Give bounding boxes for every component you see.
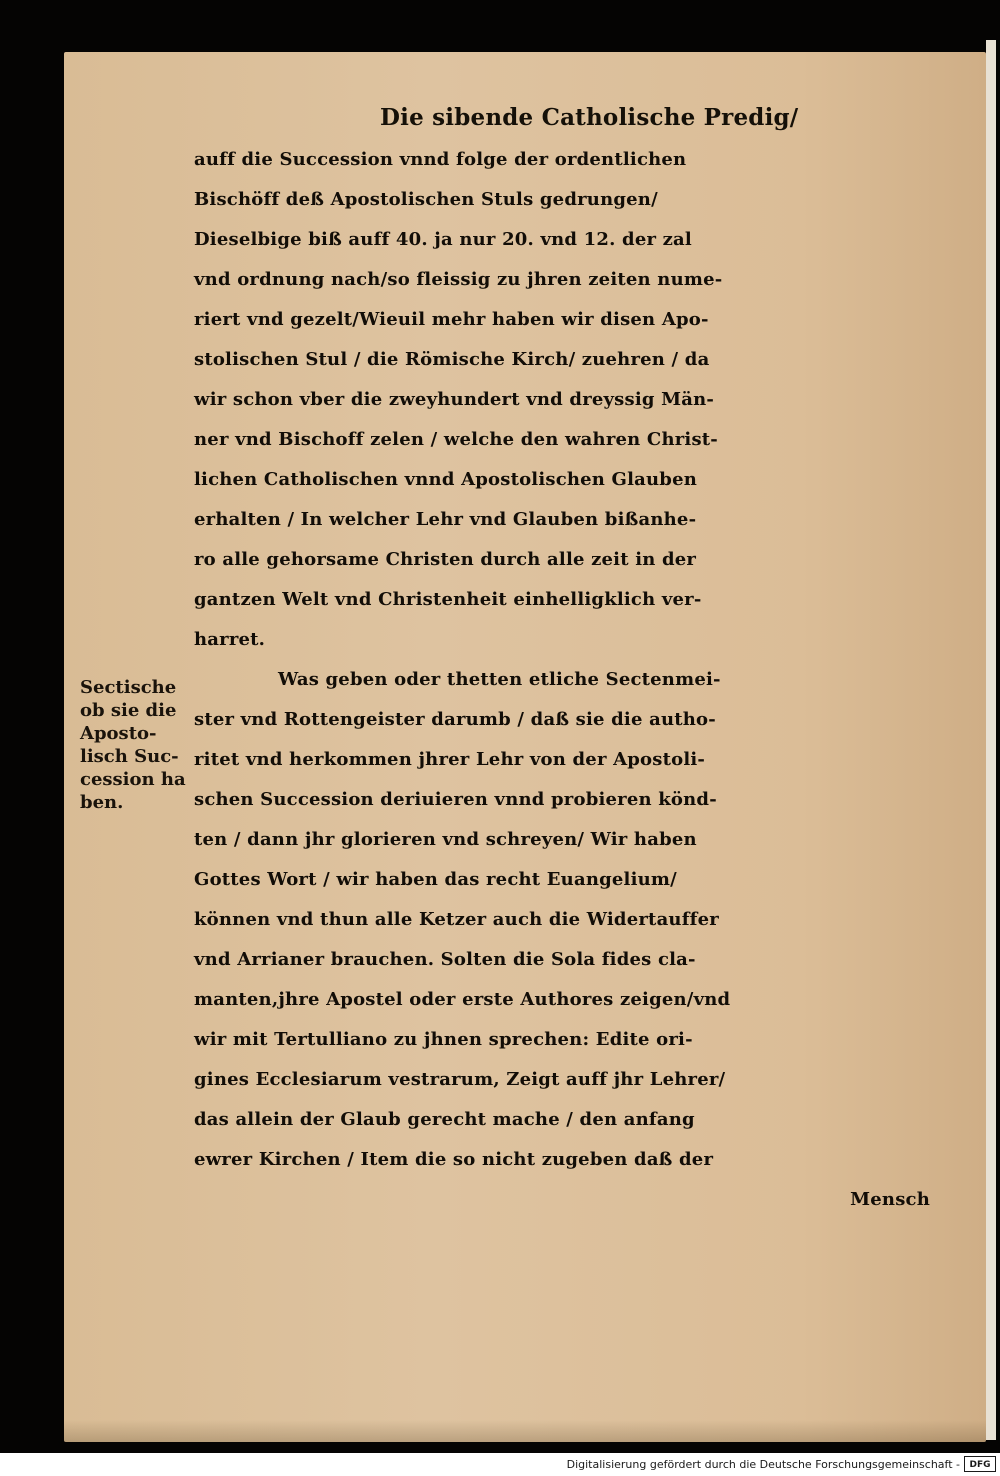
catchword: Mensch	[850, 1189, 930, 1210]
text-line: lichen Catholischen vnnd Apostolischen Glauben	[194, 469, 698, 490]
margin-note-line: cession ha	[80, 769, 186, 790]
text-line: wir mit Tertulliano zu jhnen sprechen: Edite ori-	[194, 1029, 693, 1050]
text-line: ewrer Kirchen / Item die so nicht zugeben daß der	[194, 1149, 714, 1170]
text-line: wir schon vber die zweyhundert vnd dreyssig Män-	[194, 389, 715, 410]
text-line: das allein der Glaub gerecht mache / den anfang	[194, 1109, 695, 1130]
text-line: vnd Arrianer brauchen. Solten die Sola fides cla-	[194, 949, 696, 970]
text-line: riert vnd gezelt/Wieuil mehr haben wir disen Apo-	[194, 309, 709, 330]
text-line: Gottes Wort / wir haben das recht Euangelium/	[194, 869, 677, 890]
funding-credit: Digitalisierung gefördert durch die Deutsche Forschungsgemeinschaft -	[566, 1458, 960, 1471]
margin-note-line: Aposto-	[80, 723, 157, 744]
margin-note-line: lisch Suc-	[80, 746, 179, 767]
text-line: schen Succession deriuieren vnnd probieren könd-	[194, 789, 717, 810]
page-bottom-shadow	[64, 1420, 986, 1442]
dfg-logo: DFG	[964, 1456, 996, 1472]
text-line: vnd ordnung nach/so fleissig zu jhren zeiten nume-	[194, 269, 723, 290]
text-line: ster vnd Rottengeister darumb / daß sie die autho-	[194, 709, 716, 730]
text-line: Dieselbige biß auff 40. ja nur 20. vnd 12. der zal	[194, 229, 692, 250]
scan-edge	[986, 40, 996, 1440]
footer-bar	[0, 1453, 1000, 1476]
body-text	[194, 140, 954, 1220]
text-line: erhalten / In welcher Lehr vnd Glauben bißanhe-	[194, 509, 697, 530]
running-head: Die sibende Catholische Predig/	[380, 104, 799, 131]
text-line: stolischen Stul / die Römische Kirch/ zuehren / da	[194, 349, 710, 370]
text-line: gines Ecclesiarum vestrarum, Zeigt auff jhr Lehrer/	[194, 1069, 726, 1090]
text-line: auff die Succession vnnd folge der ordentlichen	[194, 149, 687, 170]
text-line: harret.	[194, 629, 266, 650]
text-line: gantzen Welt vnd Christenheit einhelligklich ver-	[194, 589, 702, 610]
text-line: können vnd thun alle Ketzer auch die Widertauffer	[194, 909, 719, 930]
text-line: Bischöff deß Apostolischen Stuls gedrungen/	[194, 189, 658, 210]
text-line: ten / dann jhr glorieren vnd schreyen/ Wir haben	[194, 829, 697, 850]
margin-note-line: Sectische	[80, 677, 177, 698]
text-line: ro alle gehorsame Christen durch alle zeit in der	[194, 549, 697, 570]
margin-note-line: ben.	[80, 792, 124, 813]
margin-note-line: ob sie die	[80, 700, 177, 721]
margin-note	[80, 676, 210, 814]
text-line: manten,jhre Apostel oder erste Authores zeigen/vnd	[194, 989, 731, 1010]
text-line: ritet vnd herkommen jhrer Lehr von der Apostoli-	[194, 749, 706, 770]
text-line: ner vnd Bischoff zelen / welche den wahren Christ-	[194, 429, 718, 450]
paragraph-start-line: Was geben oder thetten etliche Sectenmei-	[278, 669, 721, 690]
